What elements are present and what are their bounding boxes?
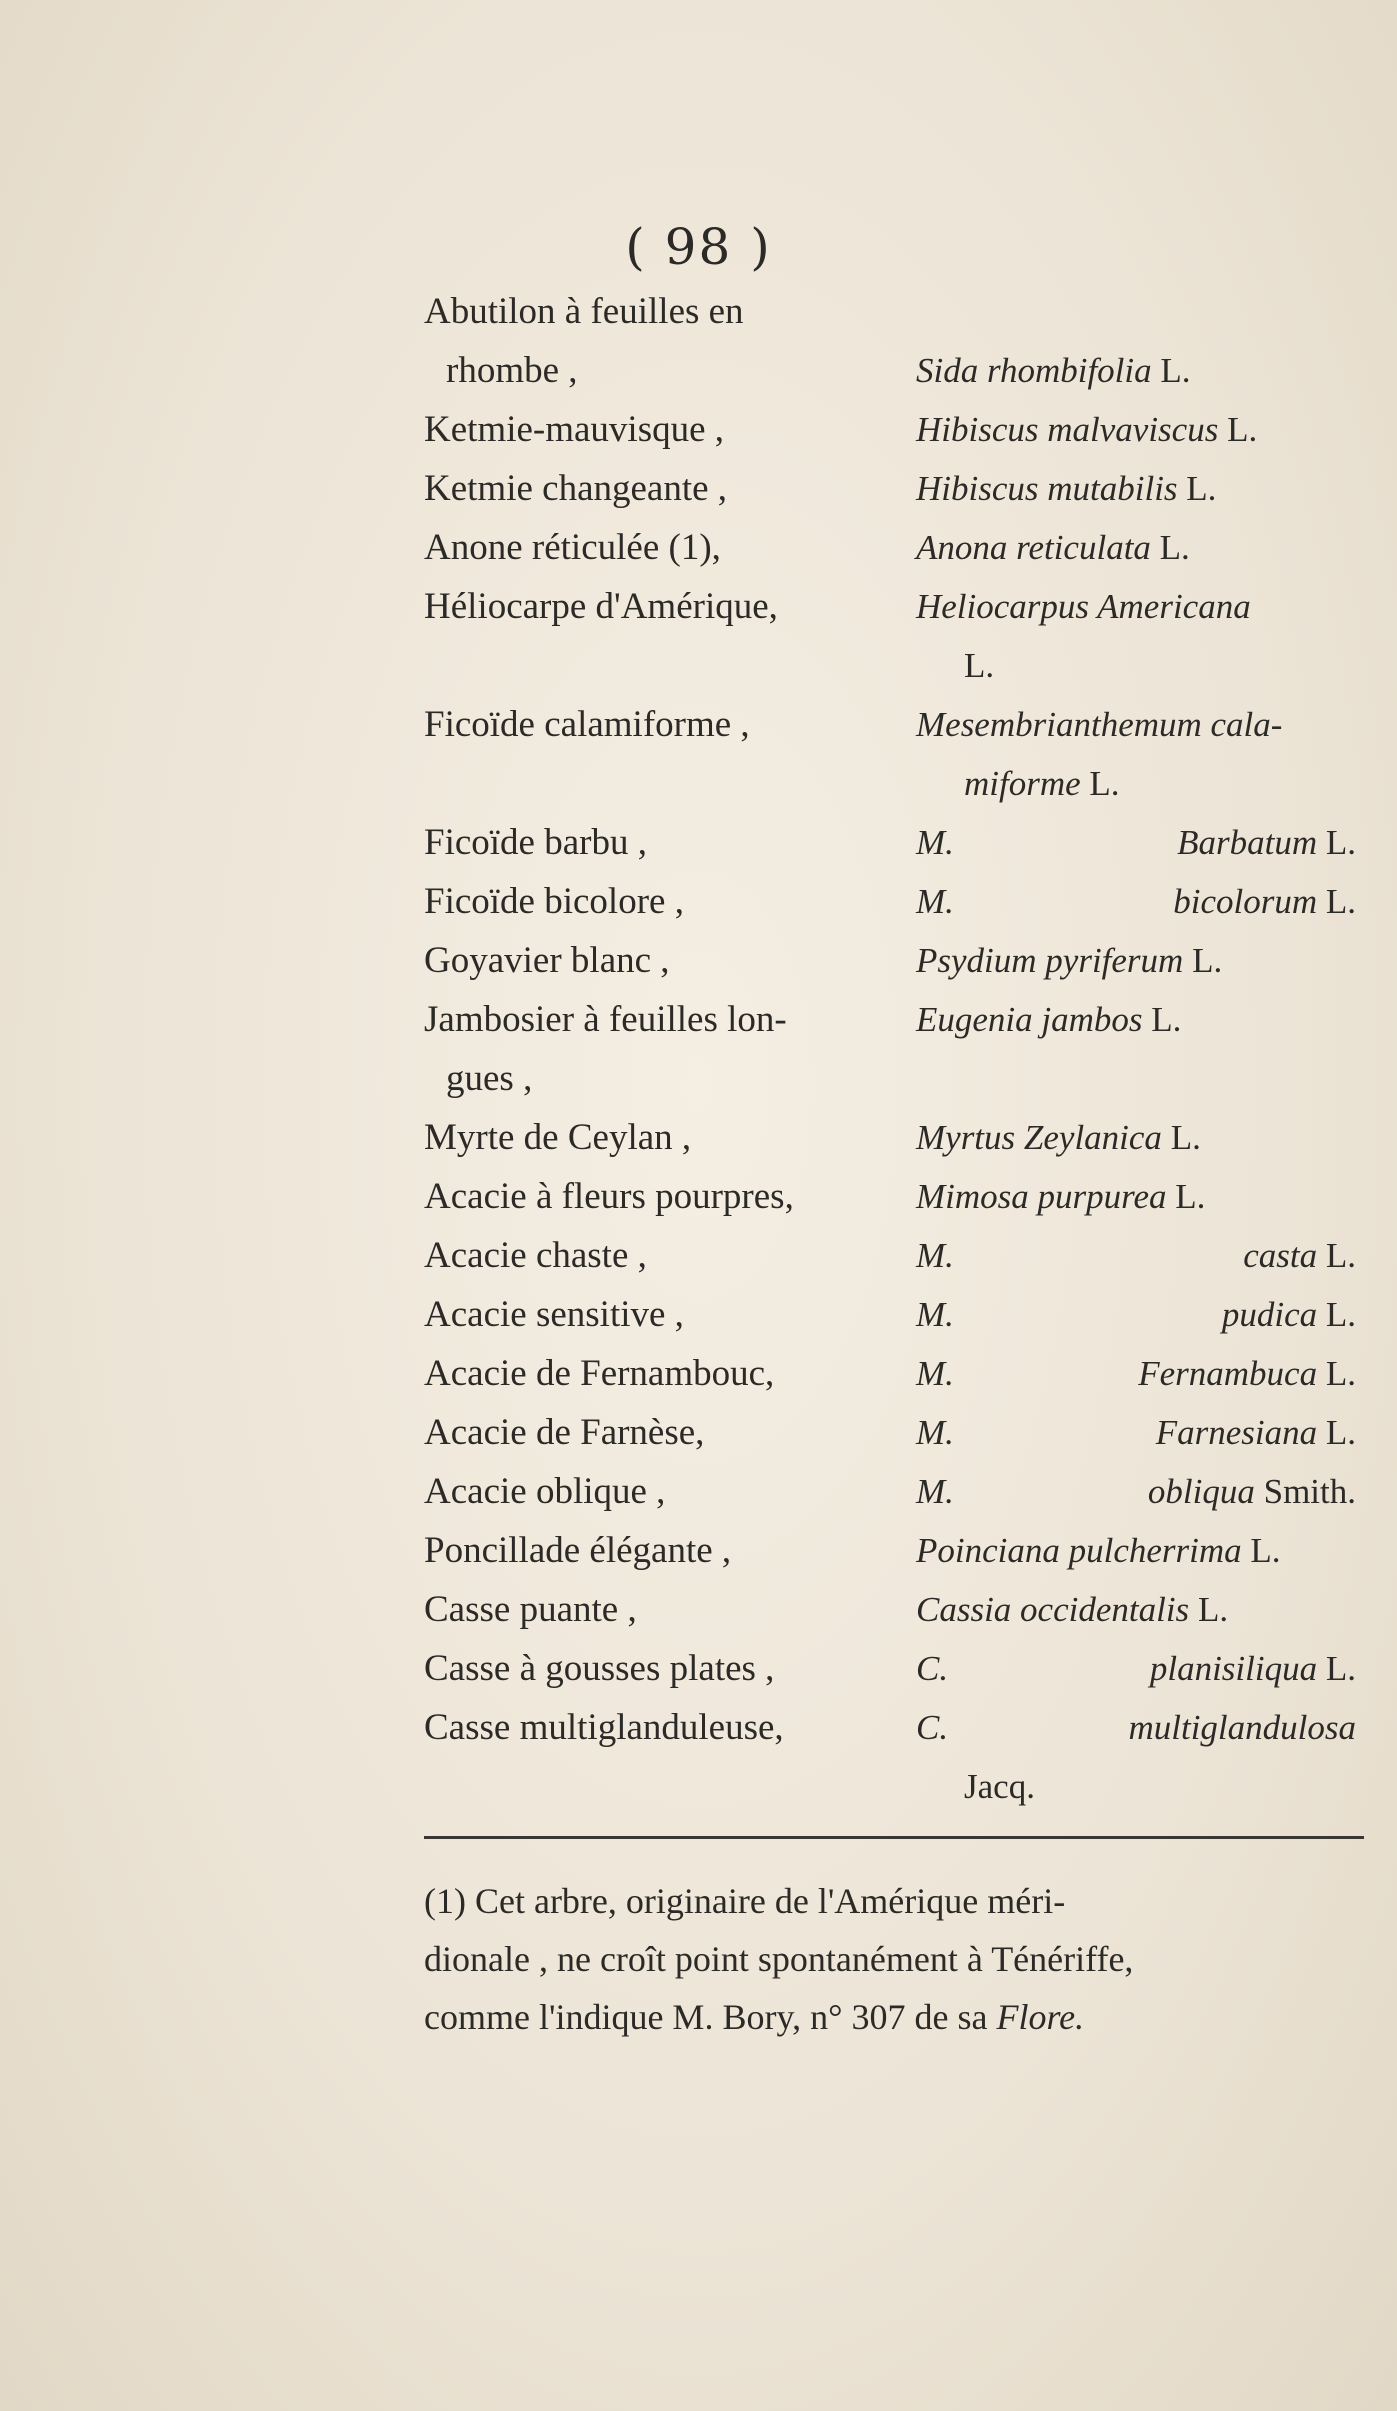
latin-name	[916, 1708, 1356, 1748]
author-abbrev: Smith.	[1263, 1472, 1356, 1511]
species-epithet: bicolorum	[1173, 882, 1318, 921]
latin-name	[916, 587, 1356, 627]
latin-name	[916, 1590, 1356, 1630]
species-epithet: casta	[1243, 1236, 1318, 1275]
species-row	[424, 880, 1374, 939]
species-row	[424, 1352, 1374, 1411]
author-abbrev: L.	[1170, 1118, 1201, 1157]
species-row	[424, 1647, 1374, 1706]
genus-abbrev: M.	[916, 1472, 954, 1511]
species-row	[424, 762, 1374, 821]
footnote-line: comme l'indique M. Bory, n° 307 de sa Flore.	[424, 1997, 1085, 2037]
latin-binomial: Cassia occidentalis	[916, 1590, 1190, 1629]
french-name: Abutilon à feuilles en	[424, 291, 744, 332]
latin-name	[916, 1649, 1356, 1689]
french-name: Myrte de Ceylan ,	[424, 1117, 692, 1158]
latin-binomial: Mimosa purpurea	[916, 1177, 1167, 1216]
latin-name	[964, 1767, 1397, 1807]
latin-binomial: Mesembrianthemum cala-	[916, 705, 1283, 744]
author-abbrev: L.	[1151, 1000, 1182, 1039]
latin-name	[916, 528, 1356, 568]
genus-abbrev: M.	[916, 1413, 954, 1452]
latin-binomial: Hibiscus malvaviscus	[916, 410, 1219, 449]
latin-binomial: Hibiscus mutabilis	[916, 469, 1178, 508]
species-row	[424, 939, 1374, 998]
species-row	[424, 467, 1374, 526]
latin-name	[916, 1472, 1356, 1512]
latin-name	[916, 1354, 1356, 1394]
latin-binomial: Sida rhombifolia	[916, 351, 1152, 390]
french-name: rhombe ,	[446, 350, 578, 391]
species-row	[424, 585, 1374, 644]
author-abbrev: L.	[1325, 1354, 1356, 1393]
french-name: Goyavier blanc ,	[424, 940, 670, 981]
author-abbrev: L.	[1197, 1590, 1229, 1629]
species-row	[424, 1588, 1374, 1647]
latin-name	[964, 764, 1397, 804]
species-row	[424, 1529, 1374, 1588]
species-row	[424, 1116, 1374, 1175]
species-row	[424, 349, 1374, 408]
species-list	[424, 290, 1374, 1824]
genus-abbrev: M.	[916, 1236, 954, 1275]
author-abbrev: L.	[1325, 882, 1356, 921]
species-row	[424, 1411, 1374, 1470]
species-row	[424, 1470, 1374, 1529]
french-name: Ficoïde calamiforme ,	[424, 704, 750, 745]
species-epithet: Barbatum	[1177, 823, 1318, 862]
french-name: Poncillade élégante ,	[424, 1530, 732, 1571]
species-epithet: Fernambuca	[1138, 1354, 1318, 1393]
species-row	[424, 1234, 1374, 1293]
latin-name	[916, 469, 1356, 509]
latin-name	[916, 705, 1356, 745]
genus-abbrev: M.	[916, 823, 954, 862]
species-row	[424, 821, 1374, 880]
species-row	[424, 1765, 1374, 1824]
author-abbrev: L.	[1175, 1177, 1206, 1216]
latin-binomial: Psydium pyriferum	[916, 941, 1184, 980]
author-abbrev: L.	[1089, 764, 1120, 803]
french-name: gues ,	[446, 1058, 533, 1099]
author-abbrev: Jacq.	[964, 1767, 1035, 1806]
genus-abbrev: M.	[916, 882, 954, 921]
latin-name	[916, 410, 1356, 450]
french-name: Casse à gousses plates ,	[424, 1648, 775, 1689]
footnote	[424, 1872, 1364, 2046]
species-row	[424, 408, 1374, 467]
latin-binomial: Poinciana pulcherrima	[916, 1531, 1242, 1570]
latin-name	[964, 646, 1397, 686]
author-abbrev: L.	[1227, 410, 1258, 449]
species-row	[424, 1293, 1374, 1352]
footnote-line: (1) Cet arbre, originaire de l'Amérique méri-	[424, 1881, 1066, 1921]
species-epithet: obliqua	[1147, 1472, 1255, 1511]
species-row	[424, 1175, 1374, 1234]
author-abbrev: L.	[1325, 1236, 1356, 1275]
latin-name	[916, 1295, 1356, 1335]
genus-abbrev: C.	[916, 1708, 949, 1747]
author-abbrev: L.	[1160, 351, 1191, 390]
species-row	[424, 1706, 1374, 1765]
author-abbrev: L.	[1186, 469, 1217, 508]
species-row	[424, 290, 1374, 349]
latin-binomial: miforme	[964, 764, 1081, 803]
french-name: Acacie de Farnèse,	[424, 1412, 705, 1453]
species-row	[424, 526, 1374, 585]
genus-abbrev: M.	[916, 1295, 954, 1334]
french-name: Casse multiglanduleuse,	[424, 1707, 784, 1748]
latin-name	[916, 1236, 1356, 1276]
species-epithet: multiglandulosa	[1128, 1708, 1356, 1747]
french-name: Acacie sensitive ,	[424, 1294, 684, 1335]
author-abbrev: L.	[1325, 1295, 1356, 1334]
footnote-rule	[424, 1836, 1364, 1839]
species-epithet: pudica	[1221, 1295, 1318, 1334]
latin-name	[916, 882, 1356, 922]
genus-abbrev: C.	[916, 1649, 949, 1688]
species-row	[424, 1057, 1374, 1116]
french-name: Acacie oblique ,	[424, 1471, 666, 1512]
french-name: Ketmie-mauvisque ,	[424, 409, 725, 450]
author-abbrev: L.	[1325, 823, 1356, 862]
latin-name	[916, 1000, 1356, 1040]
author-abbrev: L.	[1325, 1649, 1356, 1688]
latin-binomial: Myrtus Zeylanica	[916, 1118, 1162, 1157]
genus-abbrev: M.	[916, 1354, 954, 1393]
latin-binomial: Heliocarpus Americana	[916, 587, 1251, 626]
author-abbrev: L.	[1325, 1413, 1356, 1452]
author-abbrev: L.	[964, 646, 995, 685]
latin-name	[916, 823, 1356, 863]
latin-name	[916, 941, 1356, 981]
latin-name	[916, 1177, 1356, 1217]
footnote-line: dionale , ne croît point spontanément à Ténériffe,	[424, 1939, 1134, 1979]
author-abbrev: L.	[1192, 941, 1223, 980]
latin-name	[916, 1413, 1356, 1453]
species-row	[424, 644, 1374, 703]
latin-name	[916, 1531, 1356, 1571]
french-name: Anone réticulée (1),	[424, 527, 721, 568]
french-name: Acacie de Fernambouc,	[424, 1353, 775, 1394]
species-epithet: planisiliqua	[1149, 1649, 1318, 1688]
flore-title: Flore.	[996, 1997, 1085, 2037]
french-name: Héliocarpe d'Amérique,	[424, 586, 778, 627]
french-name: Jambosier à feuilles lon-	[424, 999, 787, 1040]
latin-name	[916, 351, 1356, 391]
french-name: Acacie à fleurs pourpres,	[424, 1176, 794, 1217]
french-name: Casse puante ,	[424, 1589, 637, 1630]
species-row	[424, 998, 1374, 1057]
species-row	[424, 703, 1374, 762]
french-name: Ficoïde barbu ,	[424, 822, 647, 863]
author-abbrev: L.	[1250, 1531, 1281, 1570]
species-epithet: Farnesiana	[1155, 1413, 1318, 1452]
latin-binomial: Eugenia jambos	[916, 1000, 1143, 1039]
french-name: Acacie chaste ,	[424, 1235, 647, 1276]
french-name: Ficoïde bicolore ,	[424, 881, 684, 922]
french-name: Ketmie changeante ,	[424, 468, 728, 509]
author-abbrev: L.	[1159, 528, 1190, 567]
latin-name	[916, 1118, 1356, 1158]
latin-binomial: Anona reticulata	[916, 528, 1151, 567]
page-number: ( 98 )	[625, 218, 772, 276]
